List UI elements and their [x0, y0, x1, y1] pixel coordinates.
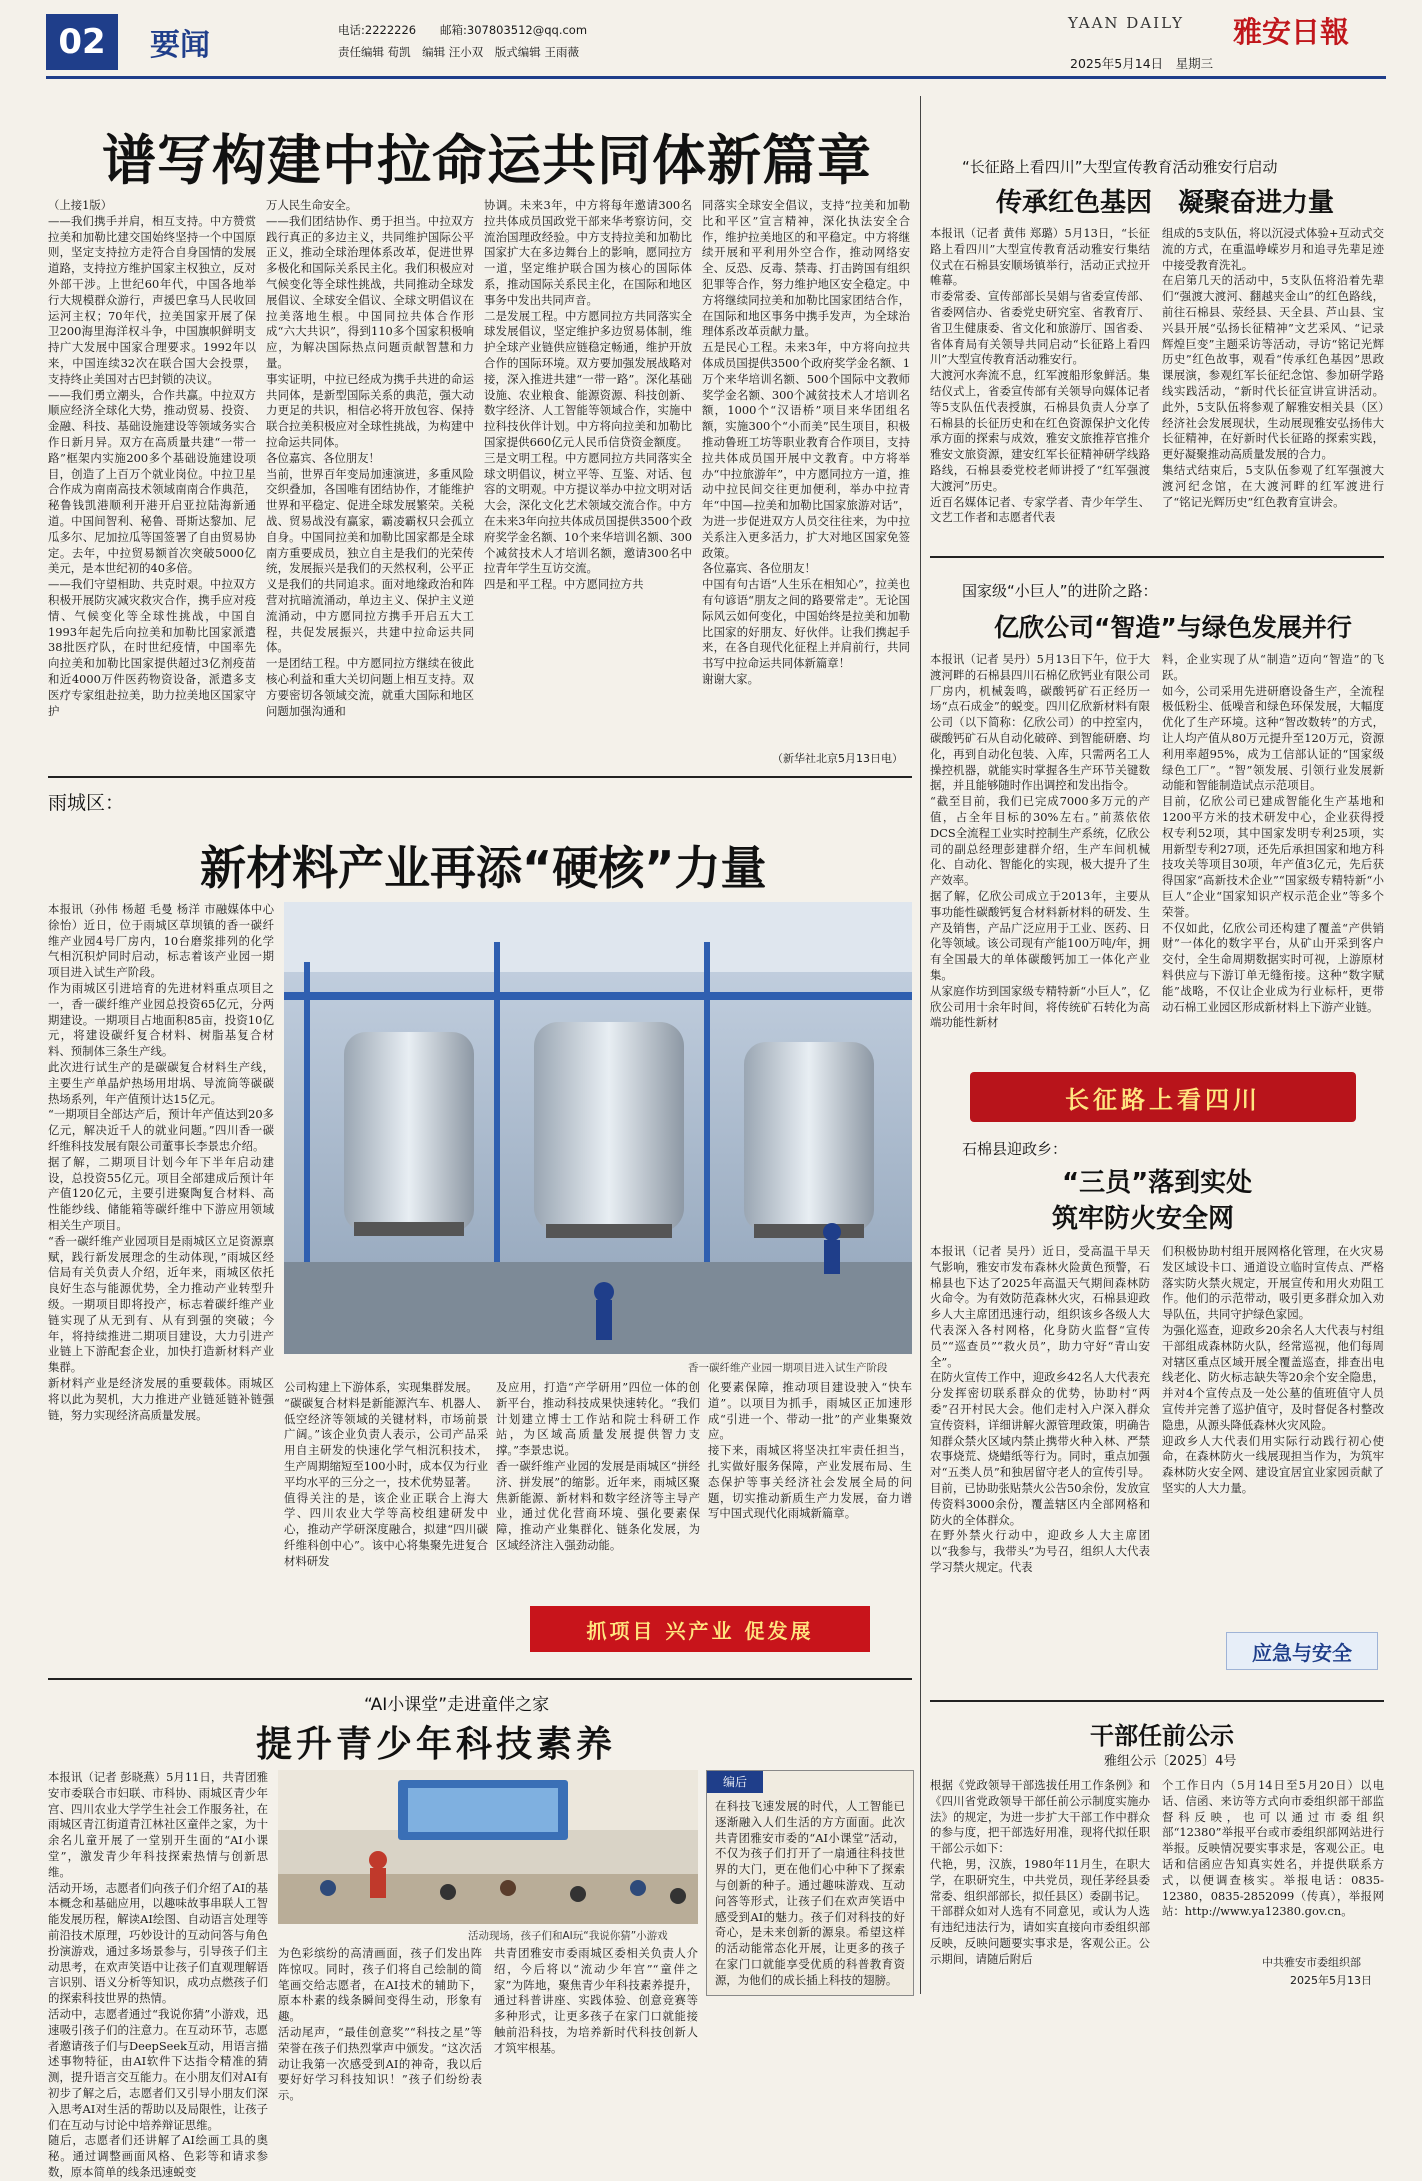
article5-col3: 及应用，打造“产学研用”四位一体的创新平台，推动科技成果快速转化。“我们计划建立博士工作站和院士科研工作站，为区域高质量发展提供智力支撑。”李景忠说。 香一碳纤维产业园的发展是雨城区“拼经济、拼发展”的缩影。近年来，雨城区聚焦新能源、新材料和数字经济等主导产业，通过优化营商环境、强化要素保障，推动产业集群化、链条化发展，为区域经济注入强劲动能。	[496, 1380, 700, 1552]
article6-col1: 本报讯（记者 彭晓燕）5月11日，共青团雅安市委联合市妇联、市科协、雨城区青少年宫、四川农业大学学生社会工作服务社，在雨城区青江街道青江林社区童伴之家，为十余名儿童开展了一堂别开生面的“AI小课堂”，激发青少年科技探索热情与创新思维。 活动开场，志愿者们向孩子们介绍了AI的基本概念和基础应用，以趣味故事串联人工智能发展历程，解读AI绘图、自动语言处理等前沿技术原理，巧妙设计的互动问答与角色扮演游戏，通过多场景参与，引导孩子们主动思考，在欢声笑语中让孩子们直观理解语言识别、语义分析等知识，成功点燃孩子们的探索科技世界的热情。 活动中，志愿者通过“我说你猜”小游戏，迅速吸引孩子们的注意力。在互动环节，志愿者邀请孩子们与DeepSeek互动，用语言描述事物特征，由AI软件下达指令精准的猜测，提升语言交互能力。在小朋友们对AI有初步了解之后，志愿者们又引导小朋友们深入思考AI对生活的帮助以及局限性，让孩子们在互动与讨论中培养辩证思维。 随后，志愿者们还讲解了AI绘画工具的奥秘。通过调整画面风格、色彩等和请求参数，原本简单的线条迅速蜕变	[48, 1770, 268, 2179]
notice-subtitle: 雅组公示〔2025〕4号	[1104, 1754, 1237, 1769]
article1-col3: 协调。未来3年，中方将每年邀请300名拉共体成员国政党干部来华考察访问，交流治国理政经验。中方支持拉美和加勒比国家扩大在多边舞台上的影响，愿同拉方一道，坚定维护联合国为核心的国际体系，推动国际关系民主化，在国际和地区事务中发出共同声音。 二是发展工程。中方愿同拉方共同落实全球发展倡议，坚定维护多边贸易体制，维护全球产业链供应链稳定畅通，维护开放合作的国际环境。双方要加强发展战略对接，深入推进共建“一带一路”。深化基础设施、农业粮食、能源资源、科技创新、数字经济、人工智能等领域合作，实施中拉科技伙伴计划。中方将向拉美和加勒比国家提供660亿元人民币信贷资金额度。 三是文明工程。中方愿同拉方共同落实全球文明倡议，树立平等、互鉴、对话、包容的文明观。中方提议举办中拉文明对话大会，深化文化艺术领域交流合作。中方在未来3年向拉共体成员国提供3500个政府奖学金名额、10个来华培训名额、300个减贫技术人才培训名额，邀请300名中拉青年学生互访交流。 四是和平工程。中方愿同拉方共	[484, 198, 692, 592]
notice-date: 2025年5月13日	[1290, 1974, 1372, 1987]
project-banner	[530, 1606, 870, 1652]
divider	[48, 1678, 912, 1680]
article5-col1: 本报讯（孙伟 杨超 毛曼 杨洋 市融媒体中心 徐怡）近日，位于雨城区草坝镇的香一碳纤维产业园4号厂房内，10台磨浆排列的化学气相沉积炉同时启动，标志着该产业园一期项目进入试生产阶段。 作为雨城区引进培育的先进材料重点项目之一，香一碳纤维产业园总投资65亿元，分两期建设。一期项目占地面积85亩，投资10亿元，将建设碳纤复合材料、树脂基复合材料、预制体三条生产线。 此次进行试生产的是碳碳复合材料生产线，主要生产单晶炉热场用坩埚、导流筒等碳碳热场系列，年产值预计达15亿元。 “一期项目全部达产后，预计年产值达到20多亿元，解决近千人的就业问题。”四川香一碳纤维科技发展有限公司董事长李景忠介绍。 据了解，二期项目计划今年下半年启动建设，总投资55亿元。项目全部建成后预计年产值120亿元，主要引进聚陶复合材料、高性能纱线、储能箱等碳纤维中下游应用领域相关生产项目。 “香一碳纤维产业园项目是雨城区立足资源禀赋，践行新发展理念的生动体现，”雨城区经信局有关负责人介绍，近年来，雨城区依托良好生态与能源优势，全力推动产业转型升级。一期项目即将投产，标志着碳纤维产业链实现了从无到有、从有到强的突破；今年，将持续推进二期项目建设，大力引进产业链上下游配套企业，加快打造新材料产业集群。 新材料产业是经济发展的重要载体。雨城区将以此为契机，大力推进产业链延链补链强链，努力实现经济高质量发展。	[48, 902, 274, 1422]
editorial-box	[706, 1770, 914, 1996]
article2-col2: 组成的5支队伍，将以沉浸式体验+互动式交流的方式，在重温峥嵘岁月和追寻先辈足迹中接受教育洗礼。 在启第几天的活动中，5支队伍将沿着先辈们“强渡大渡河、翻越夹金山”的红色路线，前往石棉县、荥经县、天全县、芦山县、宝兴县开展“弘扬长征精神”文艺采风、“记录辉煌巨变”主题采访等活动，寻访“铭记光辉历史”红色故事，观看“传承红色基因”思政课展演，参观红军长征纪念馆、参加研学路线实践活动，“新时代长征宣讲宣讲活动。此外，5支队伍将参观了解雅安相关县（区）经济社会发展现状，生动展现雅安弘扬伟大长征精神，在好新时代长征路的探索实践，更好凝聚推动高质量发展的合力。 集结式结束后，5支队伍参观了红军强渡大渡河纪念馆，在大渡河畔的红军渡进行了“铭记光辉历史”红色教育宣讲会。	[1162, 226, 1384, 509]
yingji-banner	[1226, 1632, 1378, 1670]
paper-name-cn: 雅安日報	[1232, 14, 1349, 49]
article5-photo-caption: 香一碳纤维产业园一期项目进入试生产阶段	[688, 1362, 888, 1374]
masthead	[0, 0, 1422, 88]
article5-kicker: 雨城区：	[48, 792, 125, 814]
article1-headline: 谱写构建中拉命运共同体新篇章	[102, 129, 872, 192]
article3-col2: 料，企业实现了从“制造”迈向“智造”的飞跃。 如今，公司采用先进研磨设备生产，全流程极低粉尘、低噪音和绿色环保发展，大幅度优化了生产环境。这种“智改数转”的方式，让人均产值从80万元提升至120万元，资源利用率超95%，成为工信部认证的“国家级绿色工厂”。“智”领发展、引领行业发展新动能和智能制造试点示范项目。 目前，亿欣公司已建成智能化生产基地和1200平方米的技术研发中心，企业获得授权专利52项，其中国家发明专利25项，实用新型专利27项，还先后承担国家和地方科技攻关等项目30项，年产值3亿元，先后获得国家“高新技术企业”“国家级专精特新“小巨人”企业“国家知识产权示范企业”等多个荣誉。 不仅如此，亿欣公司还构建了覆盖“产供销财”一体化的数字平台，从矿山开采到客户交付，全生命周期数据实时可视，上游原材料供应与下游订单无缝衔接。这种“数字赋能”战略，不仅让企业成为行业标杆，更带动石棉工业园区形成新材料上下游产业链。	[1162, 652, 1384, 1014]
article6-kicker: “AI小课堂”走进童伴之家	[364, 1695, 550, 1715]
factory-photo	[284, 902, 912, 1354]
article1-col4: 同落实全球安全倡议，支持“拉美和加勒比和平区”宣言精神，深化执法安全合作，维护拉美地区的和平稳定。中方将继续开展和平利用外空合作，推动网络安全、反恐、反毒、禁毒、打击跨国有组织犯罪等合作，努力维护地区安全稳定。中方将继续同拉美和加勒比国家团结合作，在国际和地区事务中携手发声，为全球治理体系改革贡献力量。 五是民心工程。未来3年，中方将向拉共体成员国提供3500个政府奖学金名额、1万个来华培训名额、500个国际中文教师奖学金名额、300个减贫技术人才培训名额，1000个“汉语桥”项目来华团组名额，实施300个“小而美”民生项目，积极推动鲁班工坊等职业教育合作项目，支持拉共体成员国开展中文教育。中方将举办“中拉旅游年”，中方愿同拉方一道，推动中拉民间交往更加便利，举办中拉青年“中国—拉美和加勒比国家旅游对话”，为进一步促进双方人员交往往来，为中拉关系注入更多活力，扩大对地区国家免签政策。 各位嘉宾、各位朋友！ 中国有句古语“人生乐在相知心”，拉美也有句谚语“朋友之间的路要常走”。无论国际风云如何变化，中国始终是拉美和加勒比国家的好朋友、好伙伴。让我们携起手来，在各自现代化征程上并肩前行，共同书写中拉命运共同体新篇章！ 谢谢大家。	[702, 198, 910, 686]
notice-headline: 干部任前公示	[1090, 1722, 1234, 1750]
article4-headline2: 筑牢防火安全网	[1052, 1204, 1235, 1234]
paper-name-en: YAAN DAILY	[1068, 14, 1184, 32]
article6-photo	[278, 1770, 698, 1924]
article4-headline1: “三员”落到实处	[1062, 1168, 1253, 1198]
article1-col2: 万人民生命安全。 ——我们团结协作、勇于担当。中拉双方践行真正的多边主义，共同维护国际公平正义，推动全球治理体系改革，促进世界多极化和国际关系民主化。我们积极应对气候变化等全球性挑战，共同推动全球发展倡议、全球安全倡议、全球文明倡议在拉美落地生根。中国同拉共体合作形成“六大共识”，得到110多个国家积极响应，为解决国际热点问题贡献智慧和力量。 事实证明，中拉已经成为携手共进的命运共同体，是新型国际关系的典范，强大动力更足的共识，相信必将开放包容、保持联合拉美积极应对全球性挑战，为构建中拉命运共同体。 各位嘉宾、各位朋友！ 当前，世界百年变局加速演进，多重风险交织叠加，各国唯有团结协作，才能维护世界和平稳定、促进全球发展繁荣。关税战、贸易战没有赢家，霸凌霸权只会孤立自身。中国同拉美和加勒比国家都是全球南方重要成员，独立自主是我们的光荣传统，发展振兴是我们的天然权利，公平正义是我们的共同追求。面对地缘政治和阵营对抗暗流涌动，单边主义、保护主义逆流涌动，中方愿同拉方携手开启五大工程，共促发展振兴，共建中拉命运共同体。 一是团结工程。中方愿同拉方继续在彼此核心利益和重大关切问题上相互支持。双方要密切各领域交流，就重大国际和地区问题加强沟通和	[266, 198, 474, 718]
article6-col3: 共青团雅安市委雨城区委相关负责人介绍，今后将以“流动少年宫”“童伴之家”为阵地，聚焦青少年科技素养提升，通过科普讲座、实践体验、创意竞赛等多种形式，让更多孩子在家门口就能接触前沿科技，为培养新时代科技创新人才筑牢根基。	[494, 1946, 698, 2055]
project-banner-text: 抓项目 兴产业 促发展	[586, 1618, 814, 1643]
changzheng-banner-text: 长征路上看四川	[1065, 1085, 1261, 1114]
editor-credits: 责任编辑 荀凯 编辑 汪小双 版式编辑 王雨薇	[338, 45, 579, 59]
divider	[930, 556, 1384, 558]
article2-col1: 本报讯（记者 黄伟 郑璐）5月13日，“长征路上看四川”大型宣传教育活动雅安行集结仪式在石棉县安顺场镇举行，活动正式拉开帷幕。 市委常委、宣传部部长吴娟与省委宣传部、省委网信办、省委党史研究室、省教育厅、省卫生健康委、省文化和旅游厅、国省委、省体育局有关领导共同启动“长征路上看四川”大型宣传教育活动雅安行。 大渡河水奔流不息，红军渡船形象鲜活。集结仪式上，省委宣传部有关领导向媒体记者等5支队伍代表授旗，石棉县负责人分享了石棉县的长征历史和在红色资源保护文化传承方面的探索与成效，雅安文旅推荐官推介雅安文旅资源，建安红军长征精神研学线路路线，石棉县委党校老师讲授了“红军强渡大渡河”历史。 近百名媒体记者、专家学者、青少年学生、文艺工作者和志愿者代表	[930, 226, 1150, 525]
article5-col4: 化要素保障，推动项目建设驶入“快车道”。以项目为抓手，雨城区正加速形成“引进一个、带动一批”的产业集聚效应。 接下来，雨城区将坚决扛牢责任担当，扎实做好服务保障，产业发展布局、生态保护等事关经济社会发展全局的问题，切实推动新质生产力发展，奋力谱写中国式现代化雨城新篇章。	[708, 1380, 912, 1521]
changzheng-banner	[970, 1072, 1356, 1122]
editorial-text: 在科技飞速发展的时代，人工智能已逐渐融入人们生活的方方面面。此次共青团雅安市委的“AI小课堂”活动，不仅为孩子们打开了一扇通往科技世界的大门，更在他们心中种下了探索与创新的种子。通过趣味游戏、互动问答等形式，让孩子们在欢声笑语中感受到AI的魅力。孩子们对科技的好奇心，是未来创新的源泉。希望这样的活动能常态化开展，让更多的孩子在家门口就能享受优质的科普教育资源，为他们的成长插上科技的翅膀。	[715, 1799, 905, 1987]
article3-headline: 亿欣公司“智造”与绿色发展并行	[994, 613, 1352, 642]
article6-headline: 提升青少年科技素养	[256, 1724, 617, 1765]
article6-photo-caption: 活动现场，孩子们和AI玩“我说你猜”小游戏	[468, 1930, 668, 1942]
page-number: 02	[58, 22, 106, 62]
classroom-photo	[278, 1770, 698, 1924]
article2-headline: 传承红色基因 凝聚奋进力量	[996, 188, 1335, 218]
article1-source: （新华社北京5月13日电）	[772, 752, 903, 765]
article5-headline: 新材料产业再添“硬核”力量	[200, 841, 767, 895]
article4-col1: 本报讯（记者 吴丹）近日，受高温干旱天气影响，雅安市发布森林火险黄色预警，石棉县也下达了2025年高温天气期间森林防火命令。为有效防范森林火灾，石棉县迎政乡人大主席团迅速行动，组织该乡各级人大代表深入各村网格，化身防火监督“宣传员”“巡查员”“救火员”，助力守好“青山安全”。 在防火宣传工作中，迎政乡42名人大代表充分发挥密切联系群众的优势，协助村“两委”召开村民大会。他们走村入户深入群众宣传资料，详细讲解火源管理政策，明确告知群众禁火区域内禁止携带火种入林、严禁农事烧荒、烧蜡纸等行为。同时，重点加强对“五类人员”和独居留守老人的宣传引导。目前，已协助张贴禁火公告50余份，发放宣传资料3000余份，覆盖辖区内全部网格和防火的全体群众。 在野外禁火行动中，迎政乡人大主席团以“我参与，我带头”为号召，组织人大代表学习禁火规定。代表	[930, 1244, 1150, 1574]
divider	[920, 96, 921, 1994]
divider	[48, 776, 912, 778]
article5-col2: 公司构建上下游体系，实现集群发展。 “碳碳复合材料是新能源汽车、机器人、低空经济等领域的关键材料，市场前景广阔。”该企业负责人表示，公司产品采用自主研发的快速化学气相沉积技术，生产周期缩短至100小时，成本仅为行业平均水平的三分之一，技术优势显著。 值得关注的是，该企业正联合上海大学、四川农业大学等高校组建研发中心，推动产学研深度融合，拟建“四川碳纤维科创中心”。该中心将集聚先进复合材料研发	[284, 1380, 488, 1568]
article2-kicker: “长征路上看四川”大型宣传教育活动雅安行启动	[962, 158, 1278, 176]
issue-date: 2025年5月14日 星期三	[1070, 56, 1214, 71]
article3-col1: 本报讯（记者 吴丹）5月13日下午，位于大渡河畔的石棉县四川石棉亿欣钙业有限公司厂房内，机械轰鸣，碳酸钙矿石正经历一场“点石成金”的蜕变。四川亿欣新材料有限公司（以下简称：亿欣公司）的中控室内，碳酸钙矿石从自动化破碎、到智能研磨、均化，再到自动化包装、入库，只需两名工人操控机器，就能实时掌握各生产环节关键数据，并且能够随时作出调控和发出指令。 “截至目前，我们已完成7000多万元的产值，占全年目标的30%左右。”前蒸依依DCS全流程工业实时控制生产系统，亿欣公司的副总经理彭建群介绍，生产车间机械化、自动化、智能化的实现，极大提升了生产效率。 据了解，亿欣公司成立于2013年，主要从事功能性碳酸钙复合材料新材料的研发、生产及销售，产品广泛应用于工业、医药、日化等领域。该公司现有产能100万吨/年，拥有全国最大的单体碳酸钙加工一体化产业集。 从家庭作坊到国家级专精特新“小巨人”，亿欣公司用十余年时间，将传统矿石转化为高端功能性新材	[930, 652, 1150, 1030]
contact-email: 邮箱:307803512@qq.com	[440, 23, 588, 37]
page-number-badge	[46, 14, 118, 70]
contact-phone: 电话:2222226	[338, 23, 417, 37]
article4-kicker: 石棉县迎政乡：	[962, 1140, 1068, 1158]
article5-photo	[284, 902, 912, 1354]
notice-col2: 个工作日内（5月14日至5月20日）以电话、信函、来访等方式向市委组织部干部监督科反映，也可以通过市委组织部“12380”举报平台或市委组织部网站进行举报。反映情况要实事求是，客观公正。电话和信函应告知真实姓名，并提供联系方式，以便调查核实。举报电话：0835-12380，0835-2852099（传真），举报网站：http://www.ya12380.gov.cn。	[1162, 1778, 1384, 1919]
notice-signature: 中共雅安市委组织部	[1262, 1956, 1361, 1969]
section-title: 要闻	[150, 28, 210, 63]
article6-col2: 为色彩缤纷的高清画面，孩子们发出阵阵惊叹。同时，孩子们将自己绘制的简笔画交给志愿者，在AI技术的辅助下，原本朴素的线条瞬间变得生动，形象有趣。 活动尾声，“最佳创意奖”“科技之星”等荣誉在孩子们热烈掌声中颁发。“这次活动让我第一次感受到AI的神奇，我以后要好好学习科技知识！”孩子们纷纷表示。	[278, 1946, 482, 2103]
editorial-label: 编后	[707, 1771, 763, 1793]
notice-col1: 根据《党政领导干部选拔任用工作条例》和《四川省党政领导干部任前公示制度实施办法》的规定，为进一步扩大干部工作中群众的参与度，把干部选好用准，现将代拟任职干部公示如下： 代艳，男，汉族，1980年11月生，在职大学，在职研究生，中共党员，现任茅经县委常委、组织部部长，拟任县区）委副书记。 干部群众如对人选有不同意见，或认为人选有违纪违法行为，请如实直接向市委组织部反映，反映问题要实事求是，客观公正。公示期间，请随后附后	[930, 1778, 1150, 1966]
masthead-rule	[46, 76, 1386, 79]
yingji-banner-text: 应急与安全	[1252, 1640, 1352, 1665]
article3-kicker: 国家级“小巨人”的进阶之路：	[962, 582, 1158, 600]
divider	[930, 1700, 1384, 1702]
yaan-daily-logo	[1196, 10, 1386, 50]
article4-col2: 们积极协助村组开展网格化管理，在火灾易发区域设卡口、通道设立临时宣传点、严格落实防火禁火规定，开展宣传和用火劝阻工作。他们的示范带动，吸引更多群众加入劝导队伍，共同守护绿色家园。 为强化巡查，迎政乡20余名人大代表与村组干部组成森林防火队，经常巡视，他们每周对辖区重点区域开展全覆盖巡查，排查出电线老化、防火标志缺失等20余个安全隐患，并对4个宣传点及一处公墓的值班值守人员宣传并完善了巡护值守，及时督促各村整改隐患，从源头降低森林火灾风险。 迎政乡人大代表们用实际行动践行初心使命，在森林防火一线展现担当作为，为筑牢森林防火安全网、建设宜居宜业家园贡献了坚实的人大力量。	[1162, 1244, 1384, 1495]
article1-col1: （上接1版） ——我们携手并肩，相互支持。中方赞赏拉美和加勒比建交国始终坚持一个中国原则，坚定支持拉方走符合自身国情的发展道路，支持拉方维护国家主权独立，反对外部干涉。上世纪60年代，中国各地举行大规模群众游行，声援巴拿马人民收回运河主权；70年代，拉美国家开展了保卫200海里海洋权斗争，中国旗帜鲜明支持广大发展中国家合理要求。1992年以来，中国连续32次在联合国大会投票，支持终止美国对古巴封锁的决议。 ——我们勇立潮头，合作共赢。中拉双方顺应经济全球化大势，推动贸易、投资、金融、科技、基础设施建设等领域务实合作日新月异。双方在高质量共建“一带一路”框架内实施200多个基础设施建设项目，创造了上百万个就业岗位。中拉卫星合作成为南南高技术领域南南合作典范，秘鲁钱凯港顺利开港开启亚拉陆海新通道。中国间智利、秘鲁、哥斯达黎加、尼瓜多尔、尼加拉瓜等国签署了自由贸易协定。去年，中拉贸易额首次突破5000亿美元，是本世纪初的40多倍。 ——我们守望相助、共克时艰。中拉双方积极开展防灾减灾救灾合作，携手应对疫情、气候变化等全球性挑战，中国自1993年起先后向拉美和加勒比国家派遣38批医疗队，在时世纪疫情，中国率先向拉美和加勒比国家提供超过3亿剂疫苗和近4000万件医药物资设备，派遣多支医疗专家组赴拉美，助力拉美地区国家守护	[48, 198, 256, 718]
